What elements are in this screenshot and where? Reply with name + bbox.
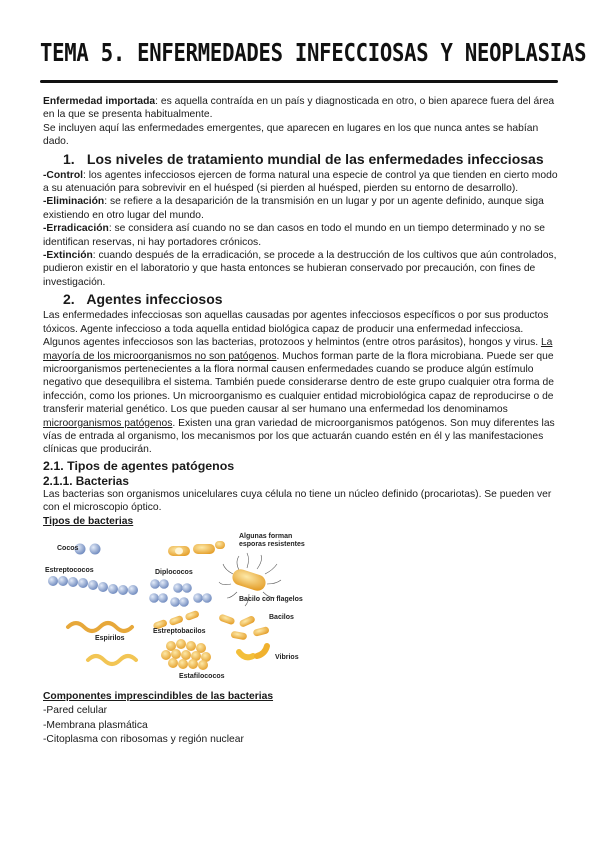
- list-item: -Citoplasma con ribosomas y región nuclear: [43, 734, 244, 746]
- label-bacilo-flagelos: Bacilo con flagelos: [239, 595, 303, 603]
- estreptococos-illustration: [48, 576, 138, 595]
- intro-term: Enfermedad importada: [43, 96, 156, 107]
- section-2-1-heading: 2.1. Tipos de agentes patógenos: [43, 458, 235, 473]
- level-term: -Extinción: [43, 250, 93, 262]
- label-bacilos: Bacilos: [269, 613, 294, 621]
- section-2-title: Agentes infecciosos: [86, 291, 223, 308]
- list-item: -Membrana plasmática: [43, 719, 148, 731]
- list-item: -Pared celular: [43, 705, 108, 717]
- intro-definition: : es aquella contraída en un país y diagnosticada en otro, o bien aparece fuera del área en la que se presenta habitualmente.: [43, 96, 555, 121]
- label-esporas: Algunas forman esporas resistentes: [239, 532, 305, 548]
- label-estreptobacilos: Estreptobacilos: [153, 627, 206, 635]
- section-2-heading: [63, 291, 559, 308]
- level-text: : se refiere a la desaparición de la transmisión en un lugar y por un agente definido, aunque siga existiendo en otro lugar del mundo.: [43, 196, 544, 221]
- paragraph-part: Las enfermedades infecciosas son aquellas causadas por agentes infecciosos específicos o por sus productos tóxicos. Agente infeccioso a toda aquella entidad biológica capaz de producir una enfermedad infecciosa. Algunos agentes infecciosos son las bacterias, protozoos y helmintos (entre otros parásitos), hongos y virus.: [43, 310, 549, 349]
- figure-caption: Tipos de bacterias: [43, 515, 134, 527]
- intro-note: Se incluyen aquí las enfermedades emergentes, que aparecen en lugares en los que nunca antes se habían dado.: [43, 122, 539, 148]
- level-text: : cuando después de la erradicación, se procede a la destrucción de los cultivos que aún controlados, pudieron existir en el laboratorio y que hasta entonces se hubieran conservado por precaución, con fines de investigación.: [43, 250, 557, 288]
- intro-paragraph: [43, 95, 559, 122]
- section-1-title: Los niveles de tratamiento mundial de las enfermedades infecciosas: [86, 150, 544, 167]
- label-estreptococos: Estreptococos: [45, 566, 94, 574]
- bacteria-types-figure: [43, 532, 343, 682]
- level-term: -Control: [43, 169, 84, 181]
- level-item: [43, 249, 559, 289]
- level-item: [43, 169, 559, 196]
- components-list: [43, 690, 559, 748]
- level-term: -Erradicación: [43, 223, 109, 235]
- paragraph-part: . Existen una gran variedad de microorganismos patógenos. Son muy diferentes las vías de entrada al organismo, los mecanismos por los que actuarán cuando estén en él y las manifestaciones clínicas que producirán.: [43, 417, 555, 456]
- estafilococos-illustration: [161, 639, 211, 670]
- diplococos-illustration: [149, 579, 212, 607]
- page-title: TEMA 5. ENFERMEDADES INFECCIOSAS Y NEOPLASIAS: [40, 38, 587, 67]
- underlined-phrase: microorganismos patógenos: [43, 417, 173, 429]
- section-1-number: 1.: [63, 150, 75, 167]
- level-text: : se considera así cuando no se dan casos en todo el mundo en un tiempo determinado y no se identifican reservas, ni hay portadores crónicos.: [43, 223, 545, 248]
- level-item: [43, 222, 559, 249]
- paragraph-part: . Muchos forman parte de la flora microbiana. Puede ser que microorganismos pertenecientes a la flora normal causen enfermedades cuando se produce algún estímulo negativo que desequilibra el sistema. También puede considerarse dentro de este grupo cualquier otra forma de infección, como los priones. Un microorganismo es cualquier entidad microbiológica capaz de reproducirse o de transferir material genético. Los que pueden causar al ser humano una enfermedad los denominamos: [43, 350, 554, 416]
- level-term: -Eliminación: [43, 196, 105, 208]
- label-cocos: Cocos: [57, 544, 79, 552]
- title-underline: [40, 80, 558, 83]
- label-diplococos: Diplococos: [155, 568, 193, 576]
- label-vibrios: Vibrios: [275, 653, 299, 661]
- label-espirilos: Espirilos: [95, 634, 125, 642]
- vibrios-illustration: [239, 646, 267, 657]
- level-text: : los agentes infecciosos ejercen de forma natural una especie de control ya que tienden en cierto modo a su atenuación para sobrevivir en el huésped (si pierden al huésped, pierden su entorno de desarrollo).: [43, 169, 558, 195]
- esporas-illustration: [168, 541, 225, 556]
- section-2-1-1-heading: 2.1.1. Bacterias: [43, 473, 129, 488]
- espirilos-illustration: [68, 623, 136, 664]
- document-body: [43, 95, 559, 748]
- section-2-number: 2.: [63, 291, 75, 308]
- label-estafilococos: Estafilococos: [179, 672, 225, 680]
- underlined-phrase: La mayoría de los microorganismos no son patógenos: [43, 337, 553, 362]
- bacteria-paragraph: Las bacterias son organismos unicelulares cuya célula no tiene un núcleo definido (procariotas). Se pueden ver con el microscopio óptico.: [43, 488, 552, 514]
- level-item: [43, 195, 559, 222]
- section-1-heading: [63, 151, 559, 168]
- section-2-paragraph: [43, 309, 559, 456]
- components-heading: Componentes imprescindibles de las bacterias: [43, 690, 274, 702]
